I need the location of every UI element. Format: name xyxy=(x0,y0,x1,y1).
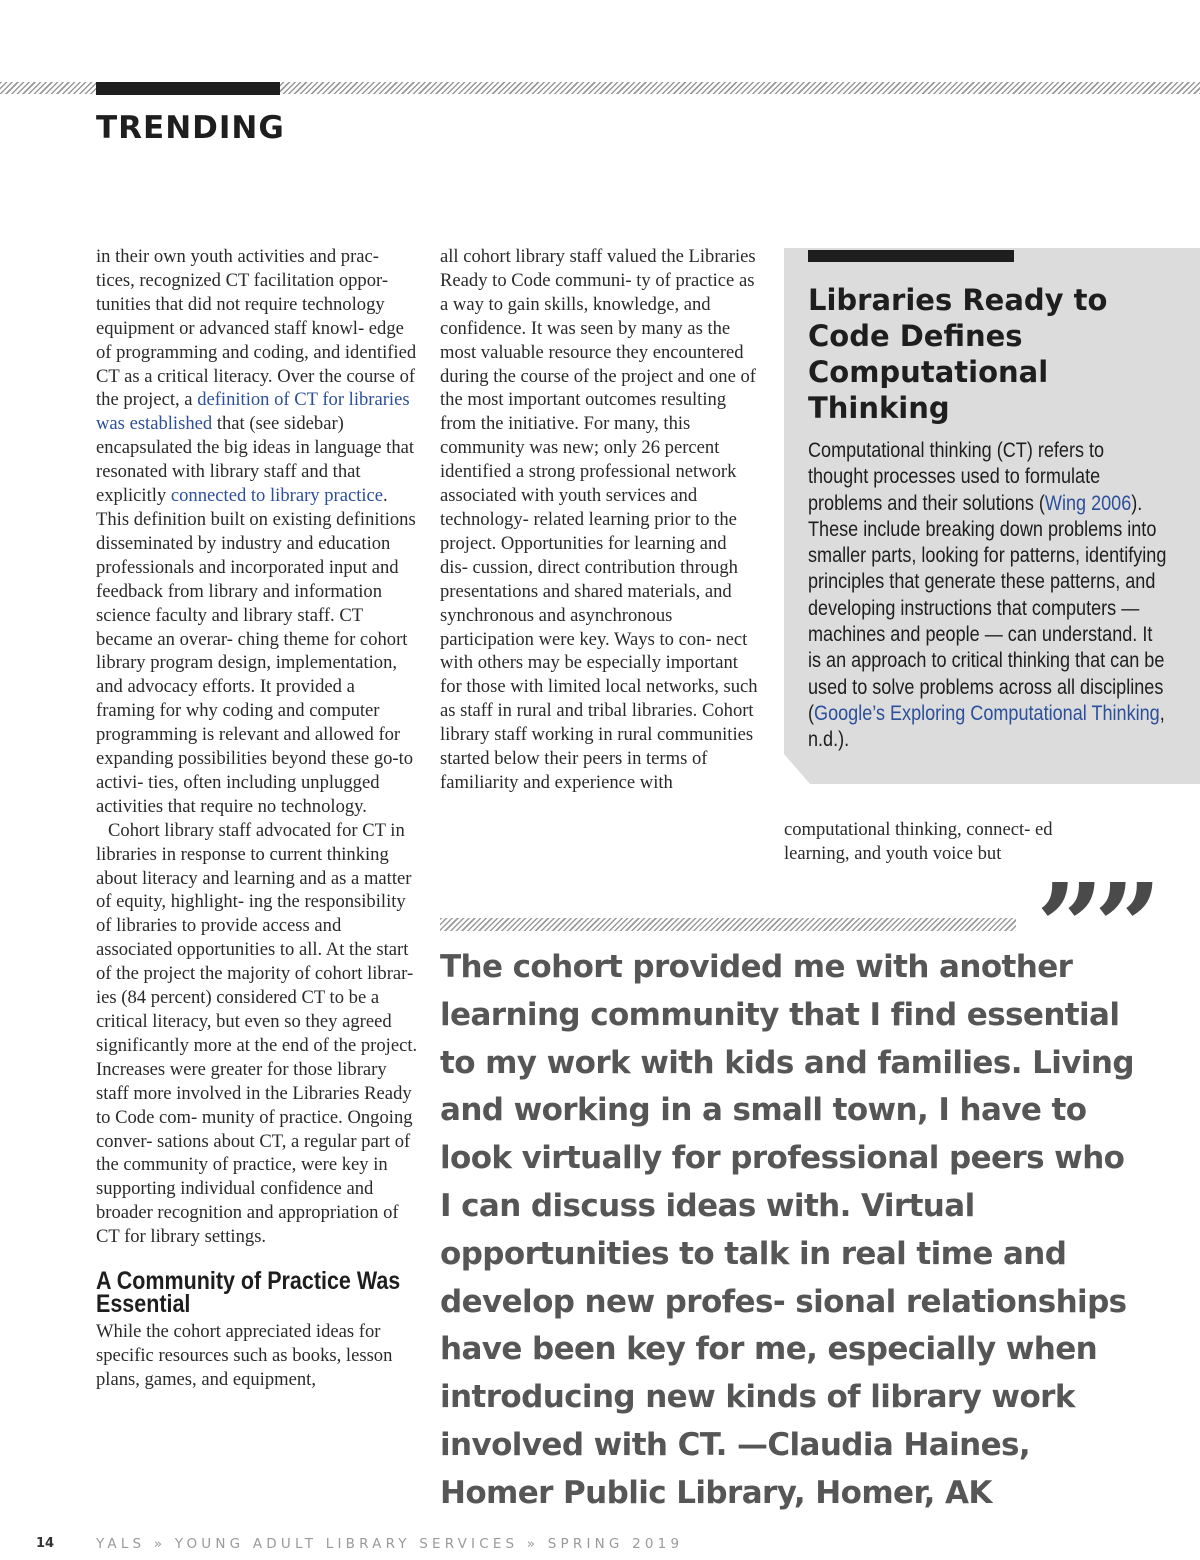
sidebar-body-text-c: , n.d.). xyxy=(808,701,1165,752)
link-google-exploring-ct[interactable]: Google’s Exploring Computational Thinking xyxy=(814,701,1160,725)
quote-hatch-rule xyxy=(440,918,1016,931)
subheading-community-of-practice: A Community of Practice Was Essential xyxy=(96,1267,401,1319)
page-number: 14 xyxy=(36,1536,55,1551)
paragraph-5: computational thinking, connect- ed learning, and youth voice but xyxy=(784,819,1053,864)
sidebar-body-text-a: Computational thinking (CT) refers to thought processes used to formulate problems and their solutions ( xyxy=(808,439,1105,515)
article-column-1 xyxy=(96,245,418,1392)
quote-mark-icon: ”” xyxy=(1036,857,1152,996)
paragraph-2: Cohort library staff advocated for CT in libraries in response to current thinking about literacy and learning and as a matter of equity, highlight- ing the responsibility of libraries to provide access and associated opportunities to all. At the start of the project the majority of cohort librar- ies (84 percent) considered CT to be a critical literacy, but even so they agreed significantly more at the end of the project. Increases were greater for those library staff more involved in the Libraries Ready to Code com- munity of practice. Ongoing conver- sations about CT, a regular part of the community of practice, were key in supporting individual confidence and broader recognition and appropriation of CT for library settings. xyxy=(96,819,418,1248)
sidebar-title: Libraries Ready to Code Defines Computational Thinking xyxy=(808,283,1108,425)
sidebar-body xyxy=(808,438,1169,754)
page-footer xyxy=(0,1532,1200,1560)
paragraph-1-text-a: in their own youth activities and prac- tices, recognized CT facilitation oppor- tunities that did not require technology equipment or advanced staff knowl- edge of programming and coding, and identified CT as a critical literacy. Over the course of the project, a xyxy=(96,246,417,411)
link-library-practice[interactable]: connected to library practice xyxy=(170,485,384,507)
link-wing-2006[interactable]: Wing 2006 xyxy=(1044,491,1132,515)
link-ct-definition[interactable]: definition of CT for libraries was established xyxy=(96,389,410,435)
header-accent-bar xyxy=(96,82,280,95)
publication-footer: YALS » YOUNG ADULT LIBRARY SERVICES » SPRING 2019 xyxy=(96,1536,684,1552)
paragraph-1 xyxy=(96,245,418,819)
paragraph-1-text-b: that (see sidebar) encapsulated the big ideas in language that resonated with library staff and that explicitly xyxy=(96,413,415,507)
article-column-2 xyxy=(440,245,758,795)
section-label: TRENDING xyxy=(96,110,285,146)
paragraph-3: While the cohort appreciated ideas for specific resources such as books, lesson plans, games, and equipment, xyxy=(96,1321,393,1390)
pull-quote: The cohort provided me with another learning community that I find essential to my work with kids and families. Living and working in a small town, I have to look virtually for professional peers who I can discuss ideas with. Virtual opportunities to talk in real time and develop new profes- sional relationships have been key for me, especially when introducing new kinds of library work involved with CT. —Claudia Haines, Homer Public Library, Homer, AK xyxy=(440,949,1134,1511)
paragraph-4: all cohort library staff valued the Libraries Ready to Code communi- ty of practice as a way to gain skills, knowledge, and confidence. It was seen by many as the most valuable resource they encountered during the course of the project and one of the most important outcomes resulting from the initiative. For many, this community was new; only 26 percent identified a strong professional network associated with youth services and technology- related learning prior to the project. Opportunities for learning and dis- cussion, direct contribution through presentations and shared materials, and synchronous and asynchronous participation were key. Ways to con- nect with others may be especially important for those with limited local networks, such as staff in rural and tribal libraries. Cohort library staff working in rural communities started below their peers in terms of familiarity and experience with xyxy=(440,246,758,793)
sidebar-body-text-b: ). These include breaking down problems into smaller parts, looking for patterns, identifying principles that generate these patterns, and developing instructions that computers — machines and people — can understand. It is an approach to critical thinking that can be used to solve problems across all disciplines ( xyxy=(808,491,1167,725)
paragraph-1-text-c: . This definition built on existing definitions disseminated by industry and education professionals and incorporated input and feedback from library and information science faculty and library staff. CT became an overar- ching theme for cohort library program design, implementation, and advocacy efforts. It provided a framing for why coding and computer programming is relevant and allowed for expanding possibilities beyond these go-to activi- ties, often including unplugged activities that require no technology. xyxy=(96,485,416,817)
sidebar-accent-bar xyxy=(808,250,1014,262)
